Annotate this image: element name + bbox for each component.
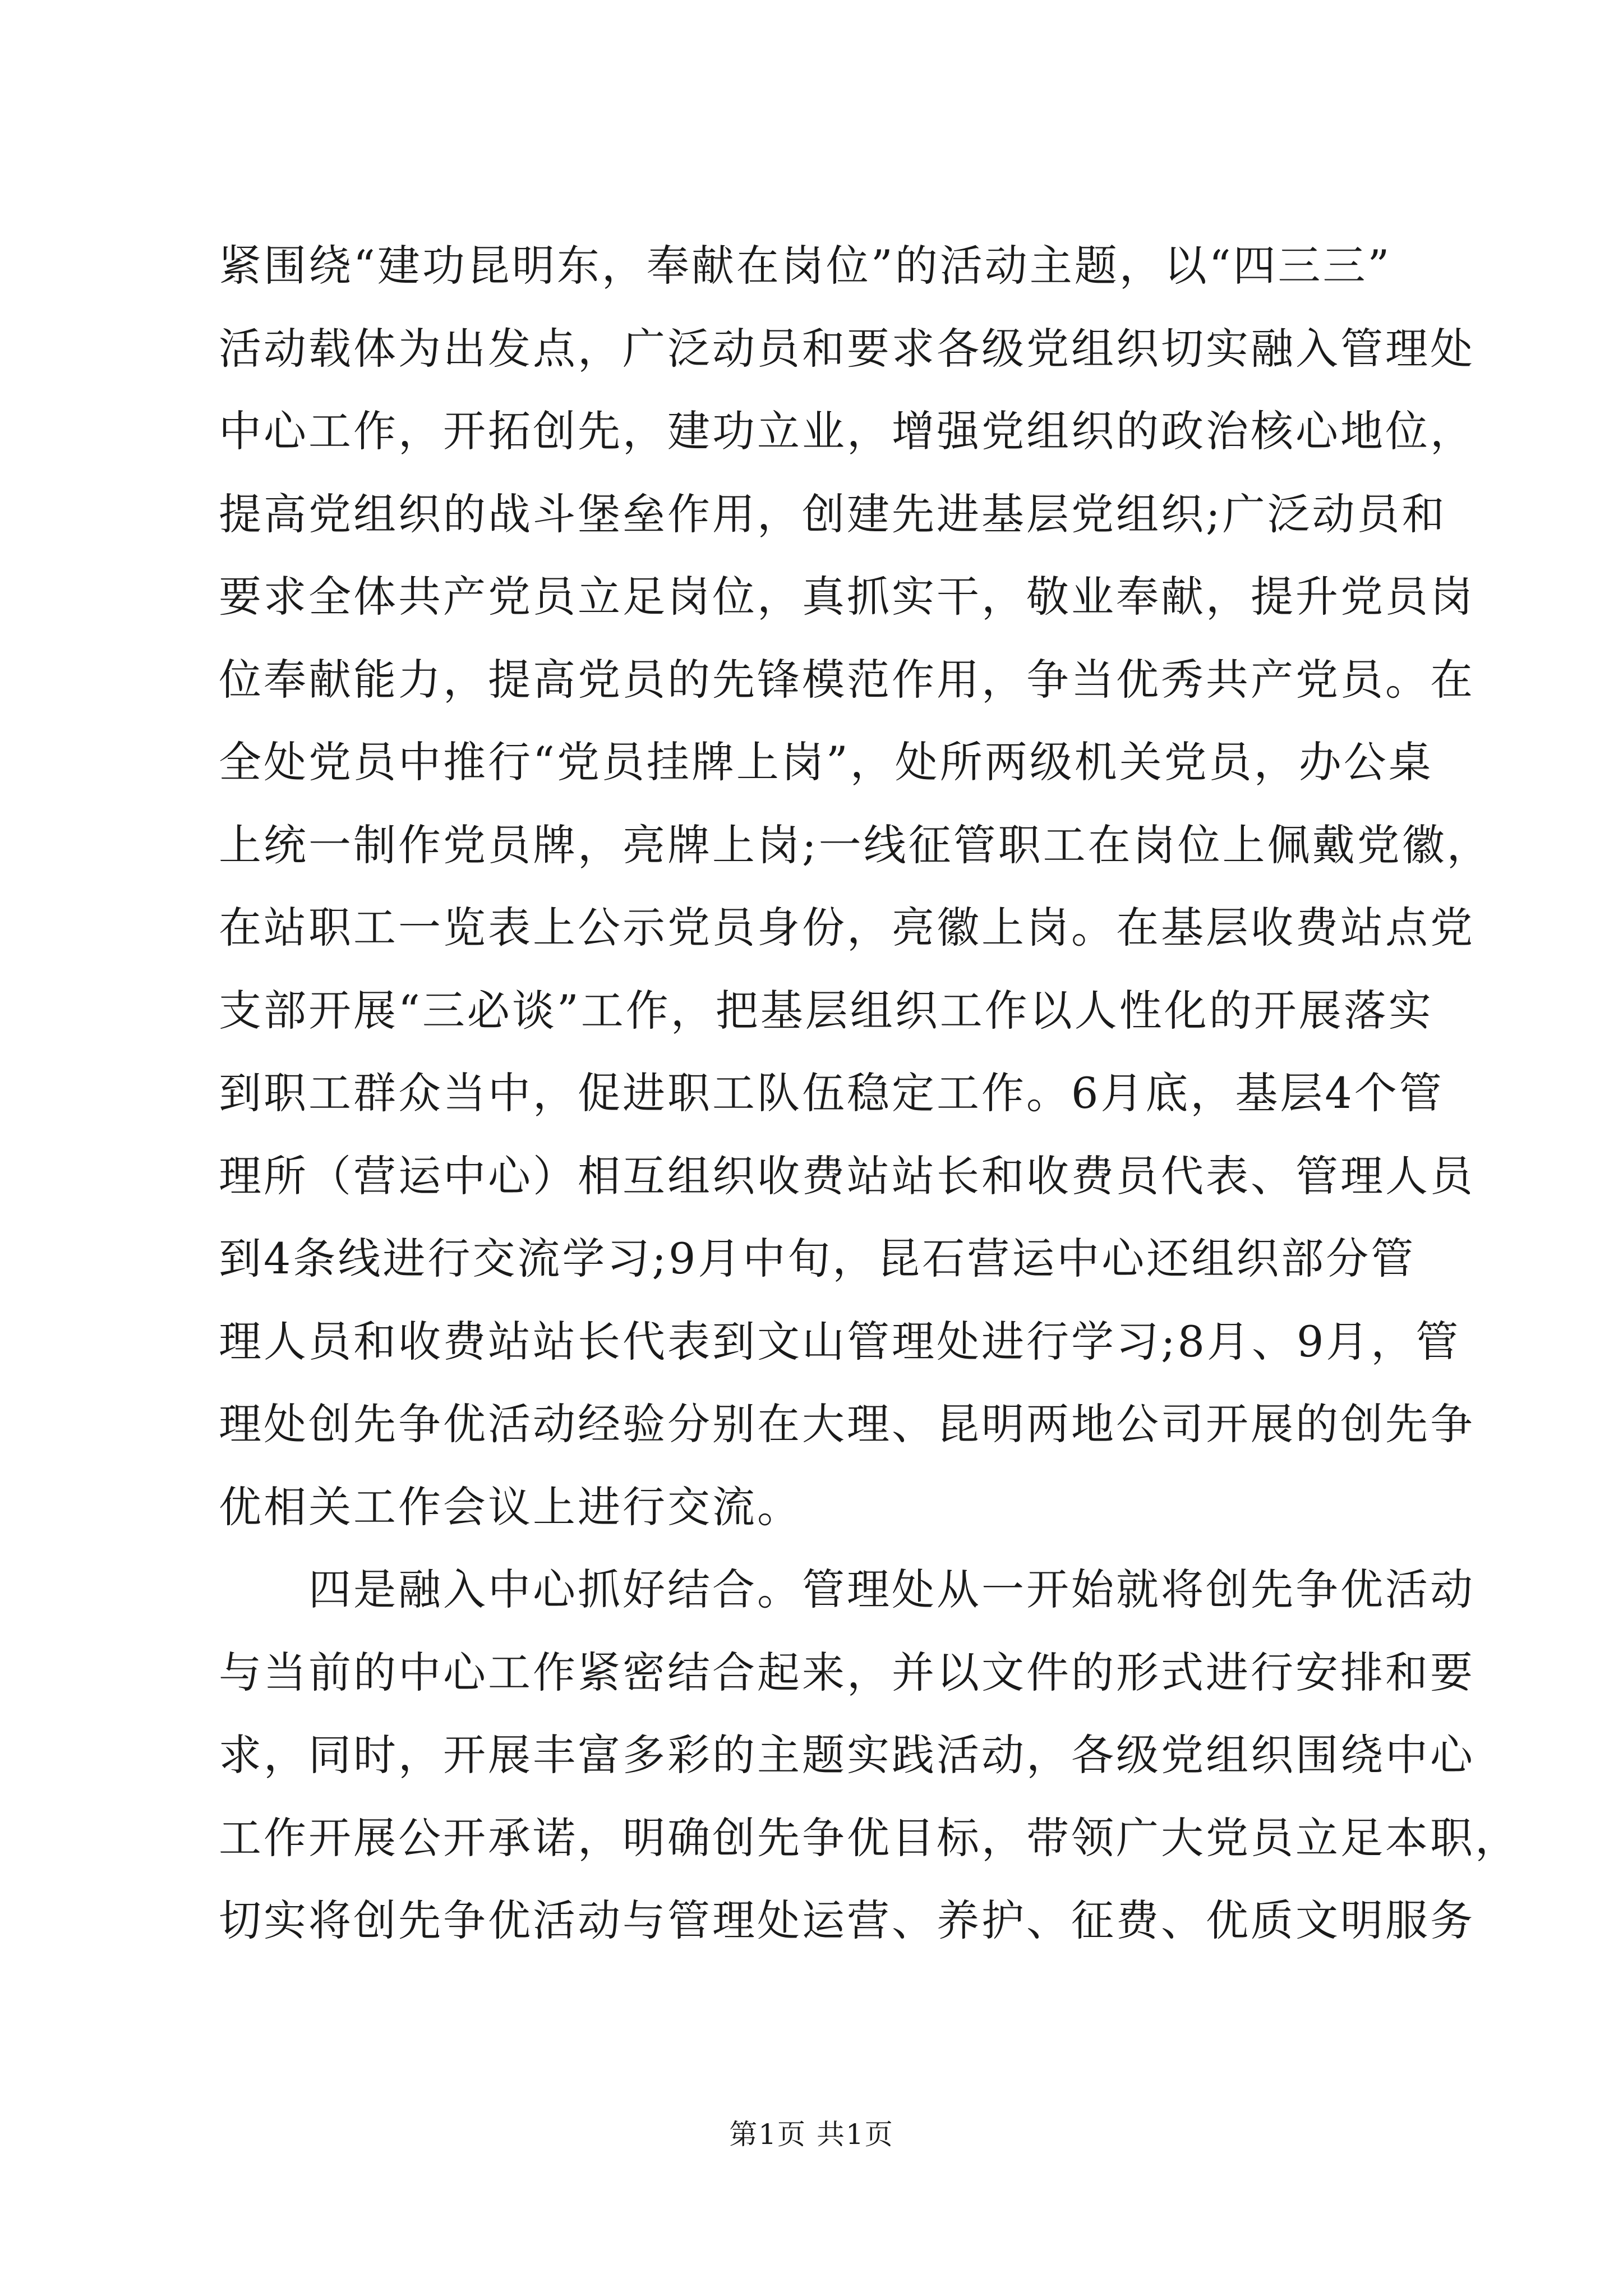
text-line: 到职工群众当中，促进职工队伍稳定工作。6月底，基层4个管 xyxy=(219,1068,1444,1118)
text-line: 支部开展“三必谈”工作，把基层组织工作以人性化的开展落实 xyxy=(219,985,1433,1036)
text-line: 位奉献能力，提高党员的先锋模范作用，争当优秀共产党员。在 xyxy=(219,654,1475,705)
body-text xyxy=(219,224,1520,1962)
text-line: 要求全体共产党员立足岗位，真抓实干，敬业奉献，提升党员岗 xyxy=(219,572,1475,622)
text-line: 活动载体为出发点，广泛动员和要求各级党组织切实融入管理处 xyxy=(219,323,1475,374)
text-line: 到4条线进行交流学习;9月中旬，昆石营运中心还组织部分管 xyxy=(219,1234,1416,1283)
text-line: 紧围绕“建功昆明东，奉献在岗位”的活动主题，以“四三三” xyxy=(219,241,1392,291)
paragraph-start-line: 四是融入中心抓好结合。管理处从一开始就将创先争优活动 xyxy=(308,1565,1475,1614)
text-line: 切实将创先争优活动与管理处运营、养护、征费、优质文明服务 xyxy=(219,1895,1475,1945)
text-line: 中心工作，开拓创先，建功立业，增强党组织的政治核心地位， xyxy=(219,406,1475,456)
text-line: 全处党员中推行“党员挂牌上岗”，处所两级机关党员，办公桌 xyxy=(219,737,1433,787)
text-line: 在站职工一览表上公示党员身份，亮徽上岗。在基层收费站点党 xyxy=(219,903,1475,953)
text-line: 与当前的中心工作紧密结合起来，并以文件的形式进行安排和要 xyxy=(219,1647,1475,1697)
text-line: 求，同时，开展丰富多彩的主题实践活动，各级党组织围绕中心 xyxy=(219,1730,1475,1780)
text-line: 优相关工作会议上进行交流。 xyxy=(219,1481,802,1532)
page-number-footer: 第1页 共1页 xyxy=(729,2118,894,2151)
text-line: 提高党组织的战斗堡垒作用，创建先进基层党组织;广泛动员和 xyxy=(219,489,1447,539)
text-line: 上统一制作党员牌，亮牌上岗;一线征管职工在岗位上佩戴党徽， xyxy=(219,820,1492,870)
text-line: 工作开展公开承诺，明确创先争优目标，带领广大党员立足本职， xyxy=(219,1812,1520,1863)
text-line: 理人员和收费站站长代表到文山管理处进行学习;8月、9月，管 xyxy=(219,1316,1461,1366)
text-line: 理所（营运中心）相互组织收费站站长和收费员代表、管理人员 xyxy=(219,1151,1475,1201)
text-line: 理处创先争优活动经验分别在大理、昆明两地公司开展的创先争 xyxy=(219,1399,1475,1449)
